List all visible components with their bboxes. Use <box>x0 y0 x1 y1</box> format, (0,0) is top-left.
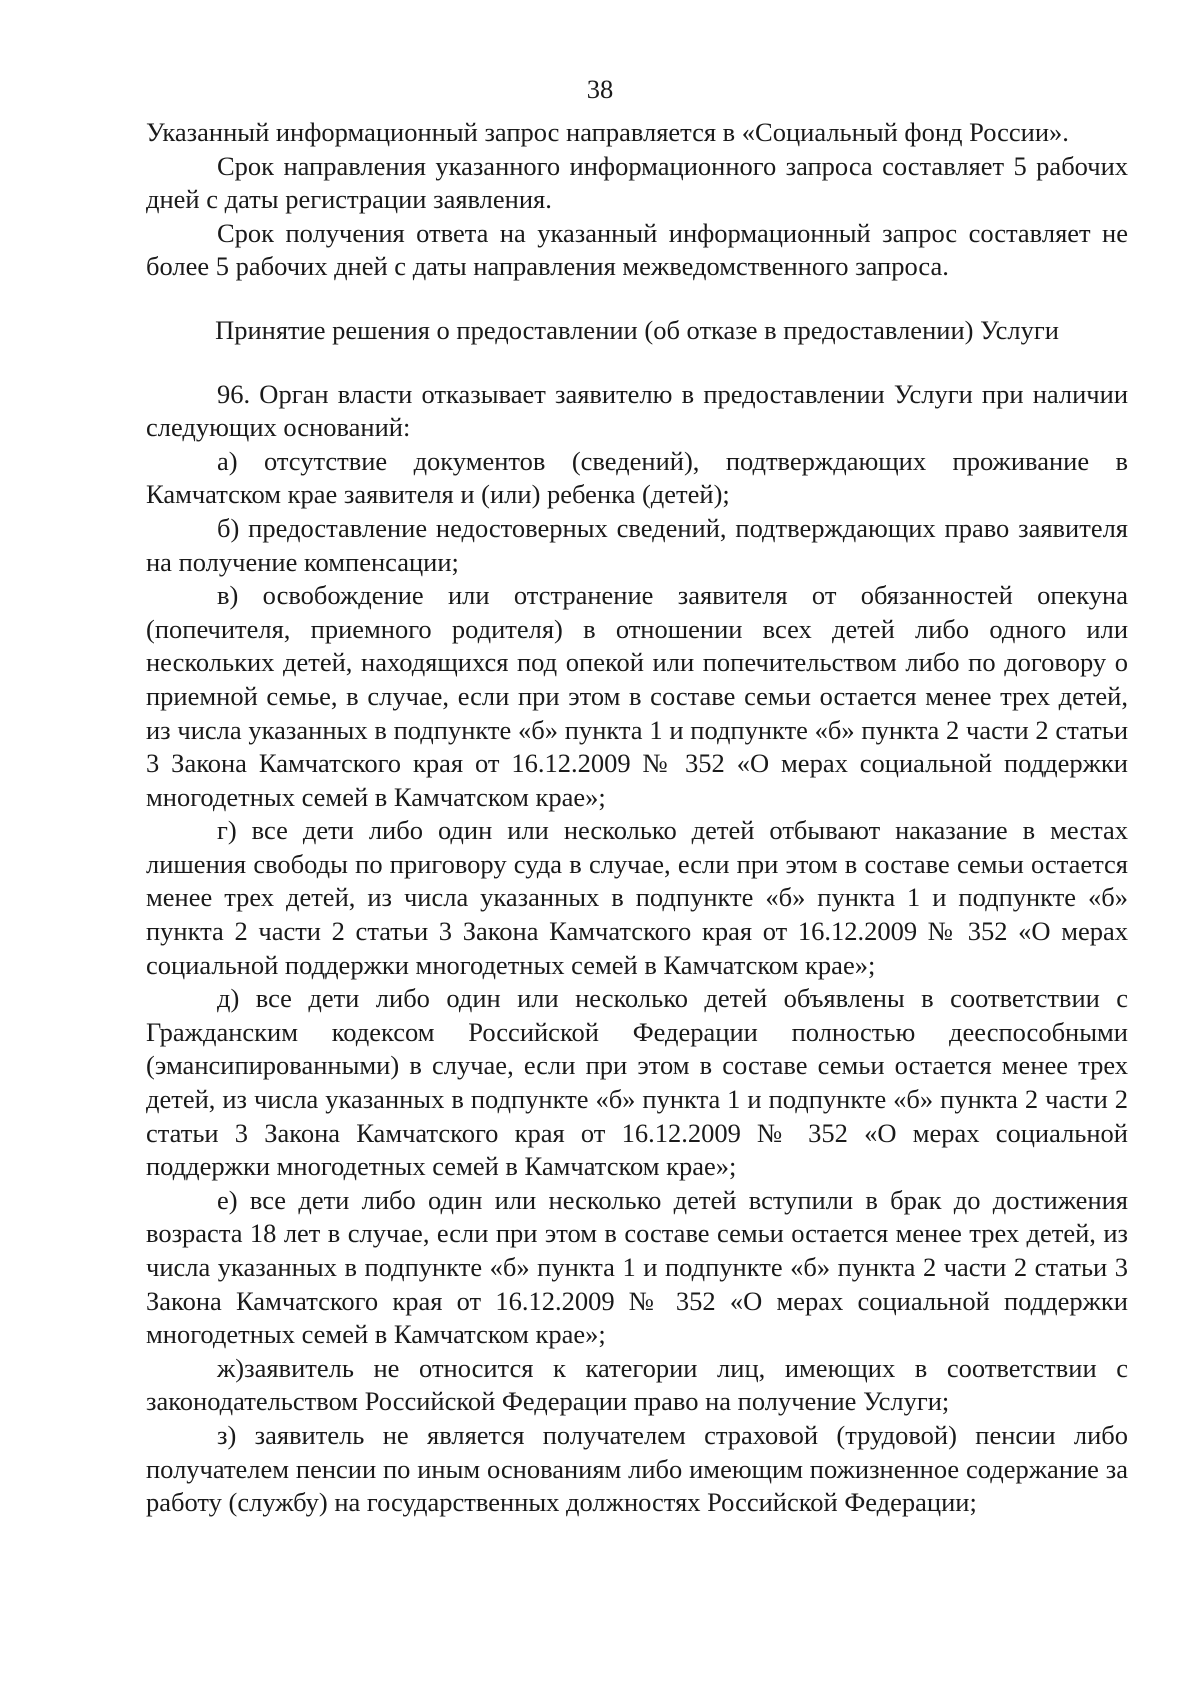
paragraph-request-destination: Указанный информационный запрос направляется в «Социальный фонд России». <box>146 117 1069 147</box>
paragraph-response-deadline: Срок получения ответа на указанный информационный запрос составляет не более 5 рабочих дней с даты направления межведомственного запроса. <box>146 217 1128 282</box>
document-body <box>146 116 1128 1520</box>
ground-zh: ж)заявитель не относится к категории лиц, имеющих в соответствии с законодательством Российской Федерации право на получение Услуги; <box>146 1352 1128 1417</box>
ground-z: з) заявитель не является получателем страховой (трудовой) пенсии либо получателем пенсии по иным основаниям либо имеющим пожизненное содержание за работу (службу) на государственных должностях Российской Федерации; <box>146 1419 1128 1518</box>
paragraph-request-deadline: Срок направления указанного информационного запроса составляет 5 рабочих дней с даты регистрации заявления. <box>146 150 1128 215</box>
ground-d: д) все дети либо один или несколько детей объявлены в соответствии с Гражданским кодексом Российской Федерации полностью дееспособными (эмансипированными) в случае, если при этом в составе семьи остается менее трех детей, из числа указанных в подпункте «б» пункта 1 и подпункте «б» пункта 2 части 2 статьи 3 Закона Камчатского края от 16.12.2009 № 352 «О мерах социальной поддержки многодетных семей в Камчатском крае»; <box>146 983 1128 1182</box>
ground-b: б) предоставление недостоверных сведений, подтверждающих право заявителя на получение компенсации; <box>146 512 1128 577</box>
item-96-intro: 96. Орган власти отказывает заявителю в предоставлении Услуги при наличии следующих оснований: <box>146 378 1128 443</box>
ground-a: а) отсутствие документов (сведений), подтверждающих проживание в Камчатском крае заявителя и (или) ребенка (детей); <box>146 445 1128 510</box>
ground-e: е) все дети либо один или несколько детей вступили в брак до достижения возраста 18 лет в случае, если при этом в составе семьи остается менее трех детей, из числа указанных в подпункте «б» пункта 1 и подпункте «б» пункта 2 части 2 статьи 3 Закона Камчатского края от 16.12.2009 № 352 «О мерах социальной поддержки многодетных семей в Камчатском крае»; <box>146 1184 1128 1350</box>
ground-v: в) освобождение или отстранение заявителя от обязанностей опекуна (попечителя, приемного родителя) в отношении всех детей либо одного или нескольких детей, находящихся под опекой или попечительством либо по договору о приемной семье, в случае, если при этом в составе семьи остается менее трех детей, из числа указанных в подпункте «б» пункта 1 и подпункте «б» пункта 2 части 2 статьи 3 Закона Камчатского края от 16.12.2009 № 352 «О мерах социальной поддержки многодетных семей в Камчатском крае»; <box>146 580 1128 812</box>
section-heading: Принятие решения о предоставлении (об отказе в предоставлении) Услуги <box>215 314 1059 345</box>
ground-g: г) все дети либо один или несколько детей отбывают наказание в местах лишения свободы по приговору суда в случае, если при этом в составе семьи остается менее трех детей, из числа указанных в подпункте «б» пункта 1 и подпункте «б» пункта 2 части 2 статьи 3 Закона Камчатского края от 16.12.2009 № 352 «О мерах социальной поддержки многодетных семей в Камчатском крае»; <box>146 815 1128 980</box>
page-number: 38 <box>586 74 614 104</box>
